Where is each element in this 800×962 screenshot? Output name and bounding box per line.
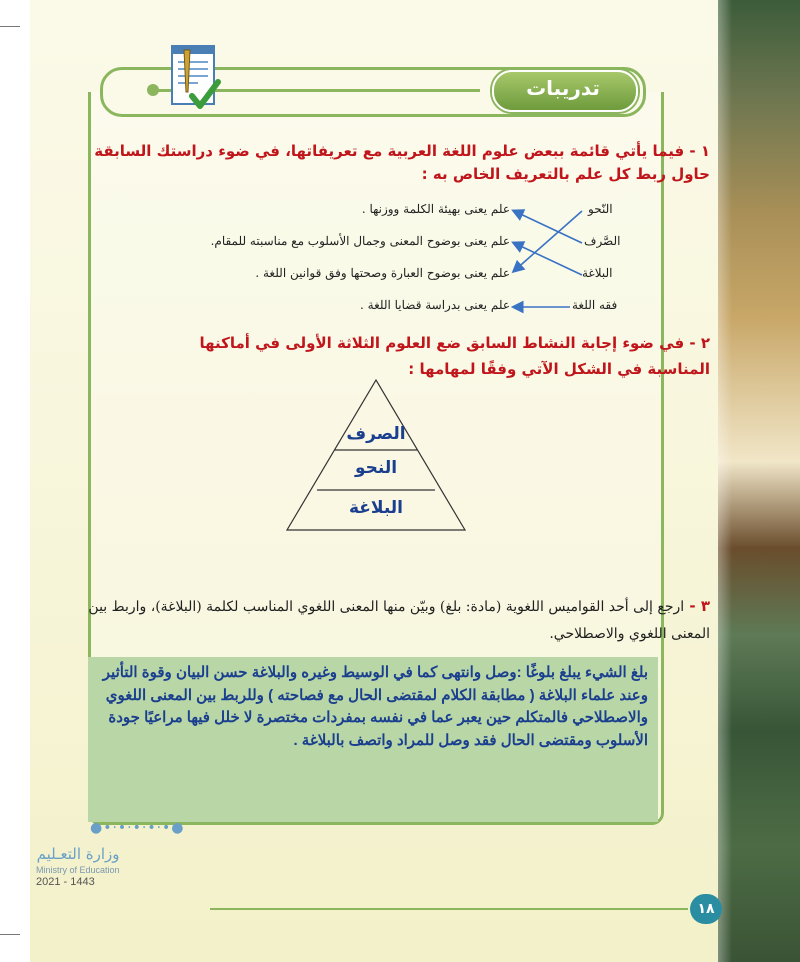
edition-year: 2021 - 1443 <box>36 876 95 888</box>
header-dot <box>147 84 159 96</box>
question-1-text: فيما يأتي قائمة ببعض علوم اللغة العربية مع تعريفاتها، في ضوء دراستك السابقة حاول ربط كل علم بالتعريف الخاص به : <box>94 142 710 183</box>
definition-4: علم يعنى بدراسة قضايا اللغة . <box>360 298 510 312</box>
ministry-logo <box>36 845 120 888</box>
ministry-name-ar: وزارة التعـليم <box>36 845 120 863</box>
crop-mark-top-left <box>0 26 20 27</box>
decorative-dots: ●•·•·•·•·•● <box>90 820 185 836</box>
pyramid-level-bottom: البلاغة <box>349 498 403 518</box>
pyramid-level-top: الصرف <box>346 424 406 444</box>
decorative-side-photo <box>718 0 800 962</box>
question-1 <box>80 140 710 186</box>
question-1-number: ١ - <box>689 142 710 160</box>
page-number: ١٨ <box>690 894 722 924</box>
question-3-number: ٣ - <box>689 597 710 615</box>
question-3 <box>80 593 710 647</box>
answer-text: بلغ الشيء يبلغ بلوغًا :وصل وانتهى كما في الوسيط وغيره والبلاغة حسن البيان وقوة التأثير وعند علماء البلاغة ( مطابقة الكلام لمقتضى الحال مع فصاحته ) وللربط بين المعنى اللغوي والاصطلاحي فالمتكلم حين يعبر عما في نفسه بمفردات مختصرة لا خلل فيها مراعيًا جودة الأسلوب ومقتضى الحال فقد وصل للمراد واتصف بالبلاغة . <box>102 664 648 749</box>
term-balagha: البلاغة <box>582 266 613 280</box>
term-nahw: النّحو <box>588 202 613 216</box>
definition-2: علم يعنى بوضوح المعنى وجمال الأسلوب مع مناسبته للمقام. <box>210 234 510 248</box>
crop-mark-bottom-left <box>0 934 20 935</box>
pyramid-level-middle: النحو <box>354 458 398 478</box>
ministry-name-en: Ministry of Education <box>36 865 120 875</box>
question-2 <box>140 330 710 382</box>
term-fiqh-allugha: فقه اللغة <box>572 298 618 312</box>
term-sarf: الصَّرف <box>584 234 621 248</box>
definition-1: علم يعنى بهيئة الكلمة ووزنها . <box>361 202 510 216</box>
question-2-number: ٢ - <box>689 334 710 352</box>
question-2-text: في ضوء إجابة النشاط السابق ضع العلوم الثلاثة الأولى في أماكنها المناسبة في الشكل الآتي وفقًا لمهامها : <box>199 334 710 378</box>
footer-divider <box>210 908 688 910</box>
question-3-text: ارجع إلى أحد القواميس اللغوية (مادة: بلغ) وبيّن منها المعنى اللغوي المناسب لكلمة (البلاغة)، واربط بين المعنى اللغوي والاصطلاحي. <box>88 599 710 642</box>
section-title: تدريبات <box>526 76 600 100</box>
definition-3: علم يعنى بوضوح العبارة وصحتها وفق قوانين اللغة . <box>255 266 510 280</box>
document-check-icon <box>168 44 222 116</box>
